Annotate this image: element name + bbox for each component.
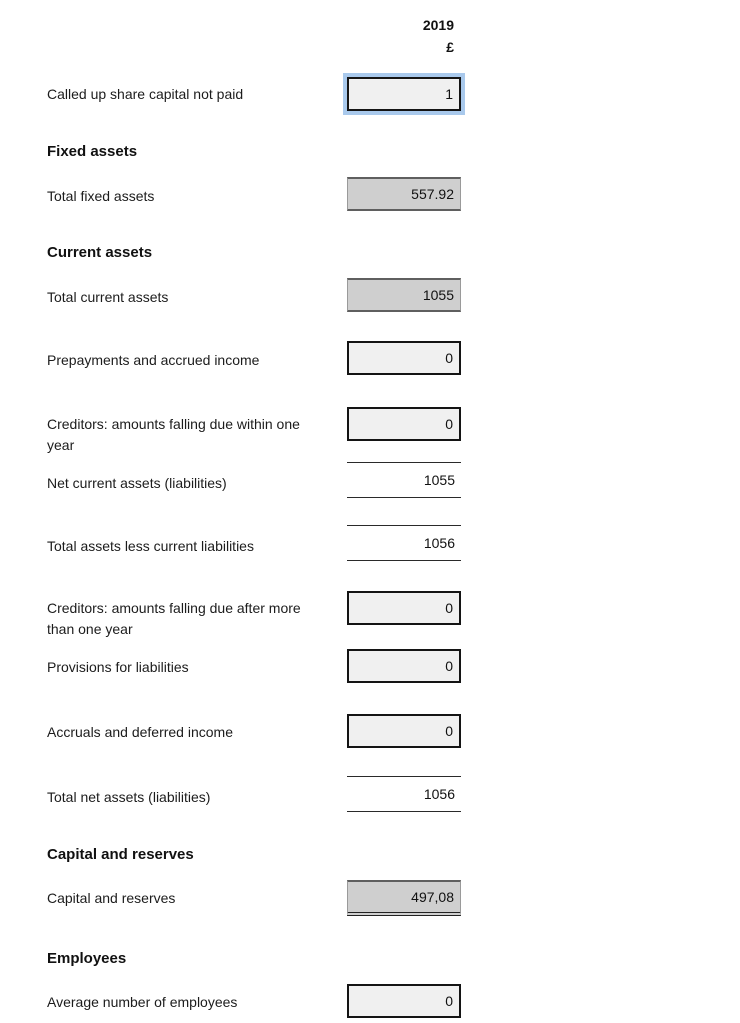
column-header-currency: £ (446, 39, 454, 55)
accruals-deferred-income-label: Accruals and deferred income (47, 724, 233, 740)
provisions-for-liabilities-input[interactable] (347, 649, 461, 683)
average-number-of-employees-input[interactable] (347, 984, 461, 1018)
total-fixed-assets-label: Total fixed assets (47, 188, 155, 204)
called-up-share-capital-input[interactable] (347, 77, 461, 111)
creditors-after-one-year-input[interactable] (347, 591, 461, 625)
total-current-assets-label: Total current assets (47, 289, 169, 305)
accruals-deferred-income-input[interactable] (347, 714, 461, 748)
creditors-within-one-year-input[interactable] (347, 407, 461, 441)
section-heading-fixed-assets: Fixed assets (47, 143, 138, 160)
creditors-within-one-year-label: Creditors: amounts falling due within one year (47, 416, 300, 453)
total-assets-less-current-liabilities-label: Total assets less current liabilities (47, 538, 254, 554)
prepayments-accrued-income-label: Prepayments and accrued income (47, 352, 260, 368)
section-heading-capital-and-reserves: Capital and reserves (47, 846, 194, 863)
column-header-year: 2019 (422, 17, 454, 33)
net-current-assets-value: 1055 (347, 462, 461, 498)
average-number-of-employees-label: Average number of employees (47, 994, 238, 1010)
section-heading-current-assets: Current assets (47, 244, 153, 261)
total-current-assets-value: 1055 (347, 278, 461, 312)
total-fixed-assets-value: 557.92 (347, 177, 461, 211)
creditors-after-one-year-label: Creditors: amounts falling due after more than one year (47, 600, 301, 637)
total-assets-less-current-liabilities-value: 1056 (347, 525, 461, 561)
prepayments-accrued-income-input[interactable] (347, 341, 461, 375)
capital-and-reserves-value: 497,08 (347, 880, 461, 916)
total-net-assets-label: Total net assets (liabilities) (47, 789, 211, 805)
provisions-for-liabilities-label: Provisions for liabilities (47, 659, 189, 675)
total-net-assets-value: 1056 (347, 776, 461, 812)
net-current-assets-label: Net current assets (liabilities) (47, 475, 227, 491)
section-heading-employees: Employees (47, 950, 127, 967)
called-up-share-capital-label: Called up share capital not paid (47, 86, 244, 102)
capital-and-reserves-label: Capital and reserves (47, 890, 176, 906)
